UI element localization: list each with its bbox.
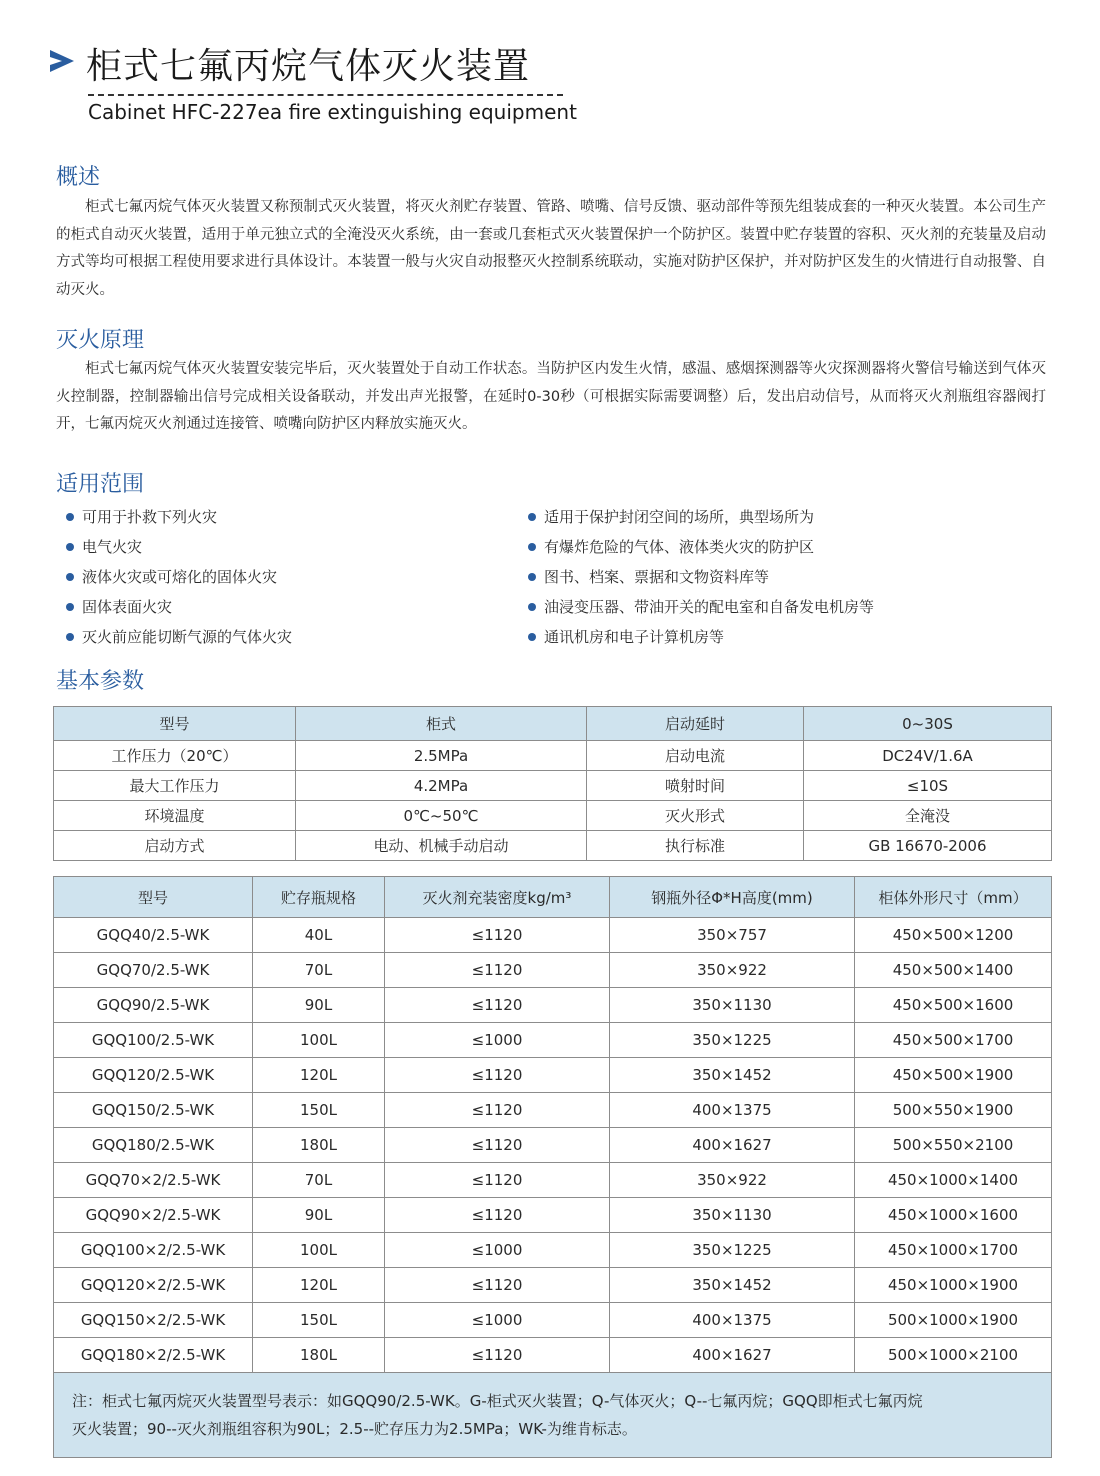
table-row	[54, 1163, 1052, 1198]
list-item-text: 可用于扑救下列火灾	[82, 508, 218, 526]
bullet-dot-icon	[66, 603, 74, 611]
table-cell: ≤1000	[385, 1303, 610, 1338]
table-cell: 电动、机械手动启动	[296, 831, 587, 861]
section-heading-scope: 适用范围	[56, 472, 145, 497]
table-cell: ≤1120	[385, 953, 610, 988]
table-row	[54, 1128, 1052, 1163]
table-cell: ≤1120	[385, 918, 610, 953]
table-cell: 500×1000×2100	[855, 1338, 1052, 1373]
table-cell: 450×1000×1400	[855, 1163, 1052, 1198]
page-subtitle: Cabinet HFC-227ea fire extinguishing equipment	[88, 100, 577, 124]
table-cell: 最大工作压力	[54, 771, 296, 801]
list-item-text: 灭火前应能切断气源的气体火灾	[82, 628, 293, 646]
section-heading-params: 基本参数	[56, 669, 145, 694]
table-cell: 70L	[253, 1163, 385, 1198]
table-cell: 执行标准	[587, 831, 804, 861]
table-row	[54, 1268, 1052, 1303]
table-cell: 350×1452	[610, 1058, 855, 1093]
table-cell: 450×500×1600	[855, 988, 1052, 1023]
bullet-dot-icon	[528, 543, 536, 551]
table-cell: ≤1000	[385, 1233, 610, 1268]
table-cell: ≤1120	[385, 1198, 610, 1233]
table-cell: 500×550×1900	[855, 1093, 1052, 1128]
table-cell: ≤1120	[385, 1268, 610, 1303]
table-cell: 120L	[253, 1268, 385, 1303]
list-item-text: 图书、档案、票据和文物资料库等	[544, 568, 770, 586]
bullet-dot-icon	[66, 513, 74, 521]
table-cell: 100L	[253, 1233, 385, 1268]
table-cell: 400×1375	[610, 1303, 855, 1338]
table-cell: 150L	[253, 1093, 385, 1128]
table-cell: GQQ150/2.5-WK	[54, 1093, 253, 1128]
table-cell: 柜式	[296, 707, 587, 741]
table-row	[54, 801, 1052, 831]
table-cell: 350×1225	[610, 1023, 855, 1058]
table-cell: 全淹没	[804, 801, 1052, 831]
table-note-row	[54, 1373, 1052, 1458]
table-cell: 40L	[253, 918, 385, 953]
table-row	[54, 707, 1052, 741]
table-cell: GQQ90×2/2.5-WK	[54, 1198, 253, 1233]
column-header: 型号	[54, 877, 253, 918]
list-item-text: 液体火灾或可熔化的固体火灾	[82, 568, 278, 586]
table-cell: ≤1120	[385, 1093, 610, 1128]
table-cell: 150L	[253, 1303, 385, 1338]
table-cell: GQQ180×2/2.5-WK	[54, 1338, 253, 1373]
table-cell: 180L	[253, 1128, 385, 1163]
table-cell: ≤1120	[385, 1058, 610, 1093]
table-row	[54, 1198, 1052, 1233]
list-item	[60, 566, 292, 596]
table-cell: 350×1225	[610, 1233, 855, 1268]
list-item-text: 油浸变压器、带油开关的配电室和自备发电机房等	[544, 598, 875, 616]
list-item-text: 通讯机房和电子计算机房等	[544, 628, 725, 646]
list-item	[522, 596, 874, 626]
model-table-body	[54, 918, 1052, 1373]
scope-left-column	[60, 506, 292, 656]
section-heading-principle: 灭火原理	[56, 328, 145, 353]
table-cell: 350×922	[610, 953, 855, 988]
section-heading-overview: 概述	[56, 165, 101, 190]
list-item-text: 适用于保护封闭空间的场所，典型场所为	[544, 508, 815, 526]
table-cell: 350×1452	[610, 1268, 855, 1303]
table-cell: 450×500×1200	[855, 918, 1052, 953]
table-cell: GQQ90/2.5-WK	[54, 988, 253, 1023]
table-cell: 450×1000×1900	[855, 1268, 1052, 1303]
bullet-dot-icon	[66, 573, 74, 581]
table-cell: GQQ120×2/2.5-WK	[54, 1268, 253, 1303]
column-header: 贮存瓶规格	[253, 877, 385, 918]
table-cell: ≤1120	[385, 1163, 610, 1198]
table-cell: ≤1000	[385, 1023, 610, 1058]
basic-params-table	[53, 706, 1052, 861]
column-header: 柜体外形尺寸（mm）	[855, 877, 1052, 918]
table-cell: ≤1120	[385, 988, 610, 1023]
list-item	[60, 536, 292, 566]
table-cell: 70L	[253, 953, 385, 988]
bullet-dot-icon	[66, 633, 74, 641]
table-cell: 400×1627	[610, 1128, 855, 1163]
table-cell: 400×1375	[610, 1093, 855, 1128]
table-cell: ≤10S	[804, 771, 1052, 801]
scope-right-column	[522, 506, 874, 656]
list-item	[60, 506, 292, 536]
table-row	[54, 741, 1052, 771]
table-cell: GQQ180/2.5-WK	[54, 1128, 253, 1163]
table-cell: GQQ120/2.5-WK	[54, 1058, 253, 1093]
table-row	[54, 953, 1052, 988]
overview-paragraph: 柜式七氟丙烷气体灭火装置又称预制式灭火装置，将灭火剂贮存装置、管路、喷嘴、信号反馈、驱动部件等预先组装成套的一种灭火装置。本公司生产的柜式自动灭火装置，适用于单元独立式的全淹没灭火系统，由一套或几套柜式灭火装置保护一个防护区。装置中贮存装置的容积、灭火剂的充装量及启动方式等均可根据工程使用要求进行具体设计。本装置一般与火灾自动报整灭火控制系统联动，实施对防护区保护，并对防护区发生的火情进行自动报警、自动灭火。	[56, 199, 1046, 298]
table-cell: 350×757	[610, 918, 855, 953]
table-cell: 450×1000×1700	[855, 1233, 1052, 1268]
table-row	[54, 918, 1052, 953]
table-cell: 450×500×1400	[855, 953, 1052, 988]
table-cell: GQQ100/2.5-WK	[54, 1023, 253, 1058]
table-cell: GQQ40/2.5-WK	[54, 918, 253, 953]
bullet-dot-icon	[66, 543, 74, 551]
table-cell: 4.2MPa	[296, 771, 587, 801]
list-item	[522, 626, 874, 656]
table-cell: 180L	[253, 1338, 385, 1373]
table-row	[54, 1303, 1052, 1338]
list-item	[60, 596, 292, 626]
model-specs-table	[53, 876, 1052, 1458]
table-cell: 450×500×1900	[855, 1058, 1052, 1093]
table-cell: 350×922	[610, 1163, 855, 1198]
table-cell: 喷射时间	[587, 771, 804, 801]
principle-paragraph: 柜式七氟丙烷气体灭火装置安装完毕后，灭火装置处于自动工作状态。当防护区内发生火情，感温、感烟探测器等火灾探测器将火警信号输送到气体灭火控制器，控制器输出信号完成相关设备联动，并发出声光报警，在延时0-30秒（可根据实际需要调整）后，发出启动信号，从而将灭火剂瓶组容器阀打开，七氟丙烷灭火剂通过连接管、喷嘴向防护区内释放实施灭火。	[56, 361, 1046, 432]
table-cell: 350×1130	[610, 988, 855, 1023]
table-cell: 型号	[54, 707, 296, 741]
table-cell: 100L	[253, 1023, 385, 1058]
table-cell: 启动延时	[587, 707, 804, 741]
table-cell: 450×1000×1600	[855, 1198, 1052, 1233]
table-cell: 工作压力（20℃）	[54, 741, 296, 771]
table-cell: GB 16670-2006	[804, 831, 1052, 861]
table-cell: GQQ70×2/2.5-WK	[54, 1163, 253, 1198]
table-cell: 启动电流	[587, 741, 804, 771]
bullet-dot-icon	[528, 513, 536, 521]
table-cell: 90L	[253, 1198, 385, 1233]
table-row	[54, 1338, 1052, 1373]
table-cell: 400×1627	[610, 1338, 855, 1373]
list-item-text: 固体表面火灾	[82, 598, 173, 616]
bullet-dot-icon	[528, 633, 536, 641]
table-cell: 0℃~50℃	[296, 801, 587, 831]
table-row	[54, 1058, 1052, 1093]
list-item-text: 电气火灾	[82, 538, 143, 556]
table-cell: GQQ100×2/2.5-WK	[54, 1233, 253, 1268]
note-line: 灭火装置；90--灭火剂瓶组容积为90L；2.5--贮存压力为2.5MPa；WK-为维肯标志。	[72, 1420, 637, 1438]
list-item	[522, 506, 874, 536]
table-note	[54, 1373, 1052, 1458]
list-item-text: 有爆炸危险的气体、液体类火灾的防护区	[544, 538, 815, 556]
list-item	[60, 626, 292, 656]
table-cell: 环境温度	[54, 801, 296, 831]
table-cell: 2.5MPa	[296, 741, 587, 771]
table-row	[54, 1233, 1052, 1268]
table-row	[54, 771, 1052, 801]
table-cell: ≤1120	[385, 1128, 610, 1163]
chevron-right-icon	[48, 44, 78, 78]
bullet-dot-icon	[528, 573, 536, 581]
table-cell: 350×1130	[610, 1198, 855, 1233]
bullet-dot-icon	[528, 603, 536, 611]
table-cell: 450×500×1700	[855, 1023, 1052, 1058]
table-row	[54, 831, 1052, 861]
column-header: 钢瓶外径Φ*H高度(mm)	[610, 877, 855, 918]
table-cell: GQQ70/2.5-WK	[54, 953, 253, 988]
table-cell: ≤1120	[385, 1338, 610, 1373]
list-item	[522, 566, 874, 596]
table-cell: 120L	[253, 1058, 385, 1093]
table-row	[54, 988, 1052, 1023]
title-divider	[88, 94, 563, 96]
page-title: 柜式七氟丙烷气体灭火装置	[86, 46, 531, 87]
table-cell: 0~30S	[804, 707, 1052, 741]
column-header: 灭火剂充装密度kg/m³	[385, 877, 610, 918]
table-header-row	[54, 877, 1052, 918]
table-row	[54, 1023, 1052, 1058]
note-line: 注：柜式七氟丙烷灭火装置型号表示：如GQQ90/2.5-WK。G-柜式灭火装置；Q-气体灭火；Q--七氟丙烷；GQQ即柜式七氟丙烷	[72, 1392, 923, 1410]
table-cell: 90L	[253, 988, 385, 1023]
table-cell: 500×550×2100	[855, 1128, 1052, 1163]
table-cell: GQQ150×2/2.5-WK	[54, 1303, 253, 1338]
table-row	[54, 1093, 1052, 1128]
table-cell: 500×1000×1900	[855, 1303, 1052, 1338]
table-cell: DC24V/1.6A	[804, 741, 1052, 771]
list-item	[522, 536, 874, 566]
table-cell: 灭火形式	[587, 801, 804, 831]
table-cell: 启动方式	[54, 831, 296, 861]
